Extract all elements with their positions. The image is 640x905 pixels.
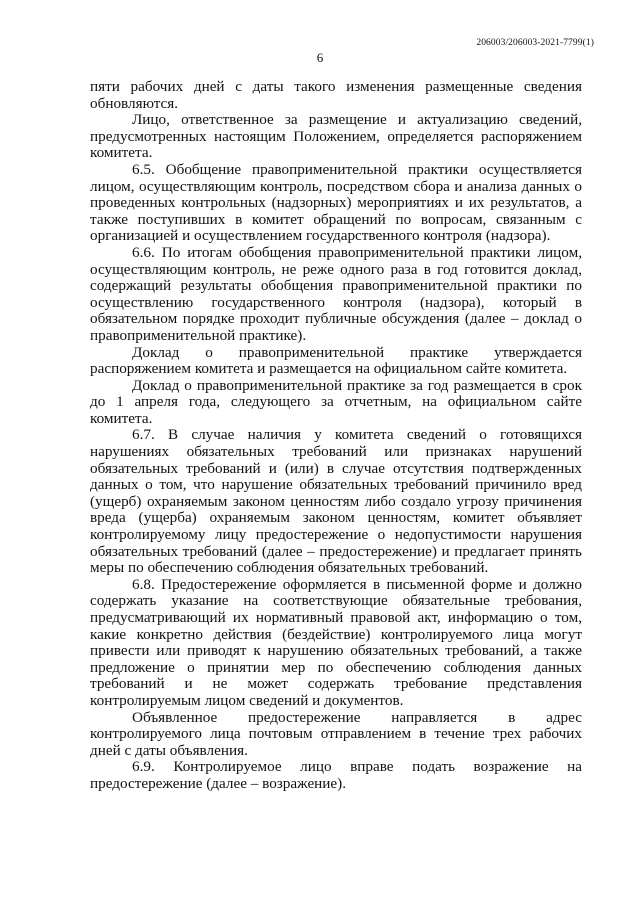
- paragraph-6-7: 6.7. В случае наличия у комитета сведений о готовящихся нарушениях обязательных требований или признаках нарушений обязательных требований и (или) в случае отсутствия подтвержденных данных о том, что нарушение обязательных требований причинило вред (ущерб) охраняемым законом ценностям либо создало угрозу причинения вреда (ущерба) охраняемым законом ценностям, комитет объявляет контролируемому лицу предостережение о недопустимости нарушения обязательных требований (далее – предостережение) и предлагает принять меры по обеспечению соблюдения обязательных требований.: [90, 426, 582, 577]
- paragraph-6-9: 6.9. Контролируемое лицо вправе подать возражение на предостережение (далее – возражение).: [90, 758, 582, 792]
- paragraph-responsible-person: Лицо, ответственное за размещение и актуализацию сведений, предусмотренных настоящим Положением, определяется распоряжением комитета.: [90, 111, 582, 162]
- document-number: 206003/206003-2021-7799(1): [476, 38, 594, 48]
- paragraph-report-approval: Доклад о правоприменительной практике утверждается распоряжением комитета и размещается на официальном сайте комитета.: [90, 343, 582, 378]
- paragraph-6-5: 6.5. Обобщение правоприменительной практики осуществляется лицом, осуществляющим контроль, посредством сбора и анализа данных о проведенных контрольных (надзорных) мероприятиях и их результатов, а также поступивших в комитет обращений по вопросам, связанным с организацией и осуществлением государственного контроля (надзора).: [90, 160, 582, 245]
- document-body: [90, 79, 582, 793]
- paragraph-continuation: пяти рабочих дней с даты такого изменения размещенные сведения обновляются.: [90, 78, 582, 112]
- paragraph-6-6: 6.6. По итогам обобщения правоприменительной практики лицом, осуществляющим контроль, не реже одного раза в год готовится доклад, содержащий результаты обобщения правоприменительной практики по осуществлению государственного контроля (надзора), который в обязательном порядке проходит публичные обсуждения (далее – доклад о правоприменительной практике).: [90, 243, 582, 344]
- paragraph-warning-delivery: Объявленное предостережение направляется в адрес контролируемого лица почтовым отправлением в течение трех рабочих дней с даты объявления.: [90, 708, 582, 759]
- paragraph-report-deadline: Доклад о правоприменительной практике за год размещается в срок до 1 апреля года, следующего за отчетным, на официальном сайте комитета.: [90, 376, 582, 427]
- paragraph-6-8: 6.8. Предостережение оформляется в письменной форме и должно содержать указание на соответствующие обязательные требования, предусматривающий их нормативный правовой акт, информацию о том, какие конкретно действия (бездействие) контролируемого лица могут привести или приводят к нарушению обязательных требований, а также предложение о принятии мер по обеспечению соблюдения данных требований и не может содержать требование представления контролируемым лицом сведений и документов.: [90, 575, 582, 709]
- page-number: 6: [316, 50, 324, 65]
